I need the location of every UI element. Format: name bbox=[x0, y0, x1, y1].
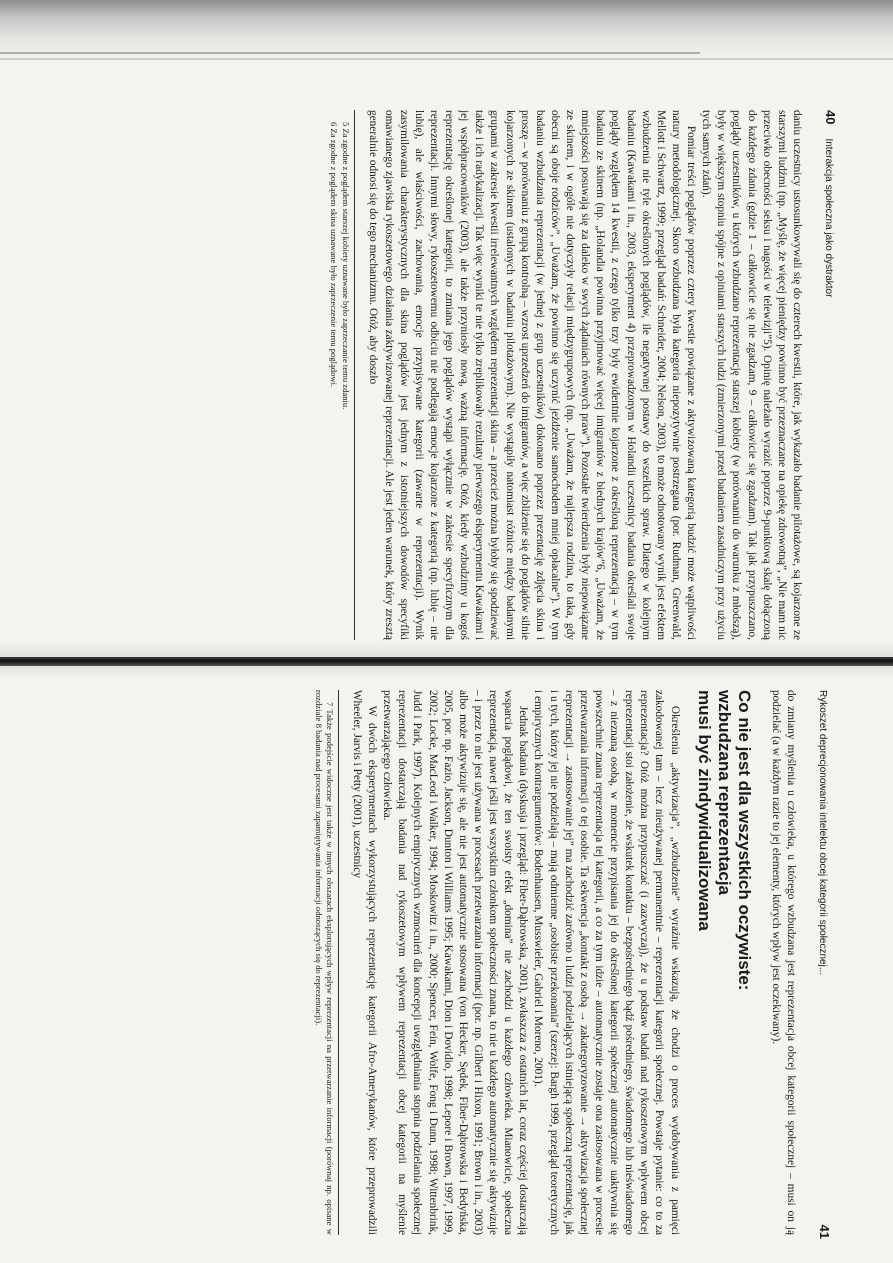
page-40-footnotes bbox=[328, 110, 355, 640]
page-40 bbox=[78, 110, 838, 650]
footnote-6: 6 Za zgodne z poglądem skina uznawane było zaprzeczenie temu poglądowi. bbox=[329, 122, 340, 388]
footnote-7: 7 Także podejście widoczne jest także w innych obszarach eksplorujących wpływ reprezentacji na przetwarzanie informacji (porównaj np. opisane w rozdziale 8 badania nad procesami zapamiętywania informacji odnoszących się do reprezentacji). bbox=[313, 690, 335, 1235]
page-41-paragraph-1: Określenia „aktywizacja”, „wzbudzenie” wyraźnie wskazują, że chodzi o proces wydobywania z pamięci zakodowanej tam – lecz nieużywanej permanentnie – reprezentacji kategorii społecznej. Powstaje pytanie: co to za reprezentacja? Otóż można przypuszczać (i zazwyczaj), że u podstaw badań nad rykoszetowym wpływem obcej reprezentacji stoi założenie, że wskutek kontaktu – bezpośredniego bądź pośredniego, świadomego lub nieświadomego – z nieznaną osobą, w momencie przypisania jej do określonej kategorii społecznej automatycznie uaktywnia się powszechnie znana reprezentacja tej kategorii, a co za tym idzie – automatycznie zostaje ona zastosowana w procesie przetwarzania informacji o tej osobie. Ta sekwencja „kontakt z osobą → zakategoryzowanie → aktywizacja społecznej reprezentacji → zastosowanie jej” ma zachodzić zarówno u ludzi podzielających istniejącą społeczną reprezentację, jak i u tych, którzy jej nie podzielają – mają odmienne „osobiste przekonania” (szerzej: Bargh 1999, przegląd teoretycznych i empirycznych kontrargumentów: Bodenhausen, Musswieler, Gabriel i Moreno, 2001). bbox=[532, 690, 681, 1235]
page-41 bbox=[72, 690, 832, 1245]
section-heading bbox=[694, 690, 754, 1235]
page-41-paragraph-3: W dwóch eksperymentach wykorzystujących reprezentację kategorii Afro-Amerykanów, które przeprowadzili Wheeler, Jarvis i Petty (2001), uczestnicy bbox=[350, 690, 379, 1235]
book-spine bbox=[0, 657, 893, 666]
page-40-header bbox=[818, 110, 838, 644]
page-40-rotated-content bbox=[78, 110, 838, 650]
page-41-footnotes bbox=[313, 690, 339, 1235]
page-41-opening-paragraph: do zmiany myślenia u człowieka, u którego wzbudzana jest reprezentacja obcej kategorii społecznej – musi on ją podzielać (a w każdym razie to jej elementy, których wpływ jest oczekiwany). bbox=[769, 690, 797, 1235]
section-heading-line-3: musi być zindywidualizowana bbox=[694, 690, 714, 931]
page-41-body bbox=[313, 690, 812, 1245]
page-40-number: 40 bbox=[823, 110, 838, 125]
section-heading-line-2: wzbudzana reprezentacja bbox=[714, 690, 734, 896]
page-40-running-head: Interakcja społeczna jako dystraktor bbox=[823, 138, 834, 298]
page-41-rotated-content bbox=[72, 690, 832, 1245]
page-41-header bbox=[812, 690, 832, 1239]
page-40-paragraph-1: daniu uczestnicy ustosunkowywali się do czterech kwestii, które, jak wykazało badanie pilotażowe, są kojarzone ze starszymi ludźmi (np. „Myślę, że więcej pieniędzy powinno być przeznaczane na opiekę zdrowotną”, „Nie mam nic przeciwko obecności seksu i nagości w telewizji”5). Opinię należało wyrazić poprzez 9-punktową skalę dołączoną do każdego zdania (gdzie 1 – całkowicie się nie zgadzam, 9 – całkowicie się zgadzam). Tak jak przypuszczano, poglądy uczestników, u których wzbudzano reprezentację starszej kobiety (w porównaniu do warunku z młodszą), były w większym stopniu spójne z opiniami starszych ludzi (zmierzonymi przed badaniem zasadniczym przy użyciu tych samych zdań). bbox=[700, 110, 803, 640]
page-41-running-head: Rykoszet deprecjonowania intelektu obcej kategorii społecznej... bbox=[817, 690, 828, 976]
page-41-number: 41 bbox=[817, 1224, 832, 1239]
page-40-paragraph-2: Pomiar treści poglądów poprzez cztery kwestie powiązane z aktywizowaną kategorią budzić może wątpliwości natury metodologicznej. Skoro wzbudzana była kategoria niepozytywnie postrzegana (por. Rudman, Greenwald, Mellott i Schwartz, 1999; przegląd badań: Schneider, 2004; Nelson, 2003), to może odnotowany wynik jest efektem wzbudzenia nie tyle określonych poglądów, ile negatywnej postawy do wszelkich spraw. Dlatego w kolejnym badaniu (Kawakami i in., 2003, eksperyment 4) przeprowadzonym w Holandii uczestnicy badania określali swoje poglądy względem 14 kwestii, z czego tylko trzy były ewidentnie kojarzone z określoną reprezentacją – w tym badaniu ze skinem (np. „Holandia powinna przyjmować więcej imigrantów z biednych krajów”6, „Uważam, że mniejszości posuwają się za daleko w swych żądaniach równych praw”). Pozostałe twierdzenia były niepowiązane ze skinem, i w ogóle nie dotyczyły relacji międzygrupowych (np. „Uważam, że najlepsza rodzina, to taka, gdy obecni są oboje rodziców”, „Uważam, że powinno się uczynić jeżdżenie samochodem mniej opłacalne”). W tym badaniu wzbudzania reprezentacji (w jednej z grup uczestników) dokonano poprzez prezentację zdjęcia skina i proszę – w porównaniu z grupą kontrolną – wzrost uprzedzeń do imigrantów, a więc zbliżenie się do poglądów silnie kojarzonych ze skinem (ustalonych w badaniu pilotażowym). Nie wystąpiły natomiast różnice między badanymi grupami w zakresie kwestii irrelewantnych względem reprezentacji skina – a przecież można byłoby się spodziewać także i ich radykalizacji. Tak więc wyniki te nie tylko zreplikowały rezultaty pierwszego eksperymentu Kawakami i jej współpracowników (2003), ale także przyniosły nową, ważną informację. Otóż, kiedy wzbudzimy u kogoś reprezentację określonej kategorii, to zmiana jego poglądów wystąpi wyłącznie w zakresie specyficznym dla reprezentacji. Innymi słowy, rykoszetowemu odbiciu nie podlegają emocje kojarzone z kategorią (np. lubię – nie lubię), ale właściwości, zachowania, emocje przypisywane kategorii (zawarte w reprezentacji). Wynik zasymilowania charakterystycznych dla skina poglądów jest jednym z istotniejszych dowodów specyfiki omawianego zjawiska rykoszetowego działania zaktywizowanej reprezentacji. Ale jest jeden warunek, który zresztą generalnie odnosi się do tego mechanizmu. Otóż, aby doszło bbox=[367, 110, 698, 640]
page-41-paragraph-2: Jednak badania (dyskusja i przegląd: Fiber-Dąbrowska, 2001), zwłaszcza z ostatnich lat, coraz częściej dostarczają wsparcia poglądowi, że ten swoisty efekt „domina” nie zachodzi u każdego człowieka. Mianowicie, społeczna reprezentacja, nawet jeśli jest wszystkim członkom społeczności znana, to nie u każdego automatycznie się aktywizuje – i przez to nie jest używana w procesach przetwarzania informacji (por. np. Gilbert i Hixon, 1991; Brown i in., 2003) albo może aktywizuje się, ale nie jest automatycznie stosowana (von Hecker, Sędek, Fiber-Dąbrowska i Bedyńska, 2005, por. np. Fazio, Jackson, Dunton i Williams 1995; Kawakami, Dion i Dovidio, 1998; Lepore i Brown, 1997, 1999, 2002; Locke, MacLeod i Walker, 1994; Moskowitz i in., 2000; Spencer, Fein, Wolfe, Fong i Dunn, 1998; Wittenbrink, Judd i Park, 1997). Kolejnych empirycznych wzmocnień dla koncepcji uwzględniania stopnia podzielania społecznej reprezentacji dostarczają badania nad rykoszetowym wpływem reprezentacji obcej kategorii na myślenie przetwarzającego człowieka. bbox=[381, 690, 530, 1235]
footnote-5: 5 Za zgodne z poglądem starszej kobiety uznawane było zaprzeczanie temu zdaniu. bbox=[341, 122, 352, 410]
page-40-body bbox=[328, 110, 818, 650]
scanner-edge-shadow bbox=[0, 0, 893, 62]
section-heading-line-1: Co nie jest dla wszystkich oczywiste: bbox=[734, 690, 754, 991]
